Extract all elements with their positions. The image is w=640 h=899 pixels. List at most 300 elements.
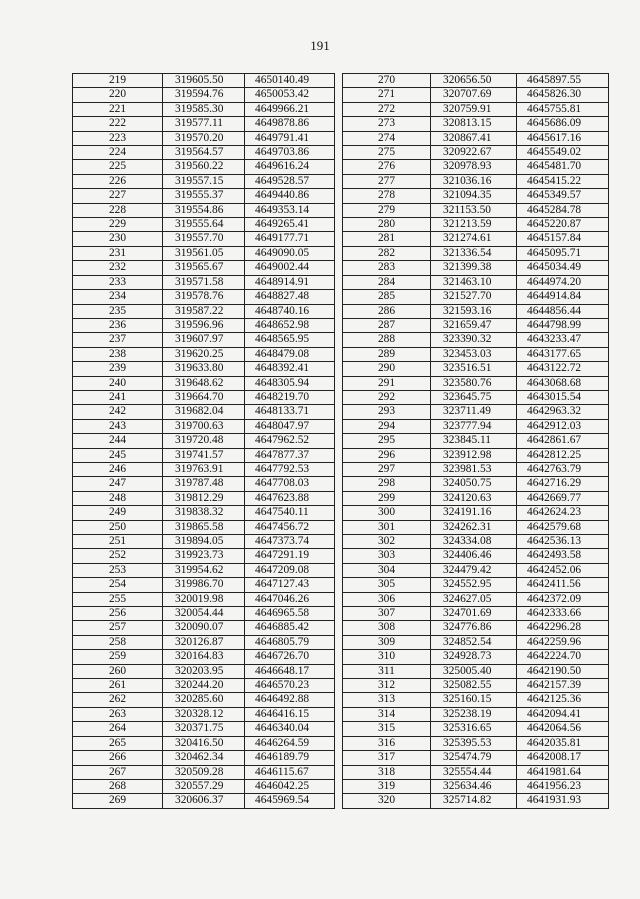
point-number-cell: 286 bbox=[343, 304, 431, 318]
table-row bbox=[73, 635, 335, 649]
y-coordinate-cell: 4646416.15 bbox=[245, 707, 335, 721]
point-number-cell: 281 bbox=[343, 232, 431, 246]
coordinate-table-right bbox=[342, 73, 609, 809]
point-number-cell: 248 bbox=[73, 491, 163, 505]
y-coordinate-cell: 4642333.66 bbox=[517, 607, 609, 621]
x-coordinate-cell: 319565.67 bbox=[163, 261, 245, 275]
table-row bbox=[73, 174, 335, 188]
table-row bbox=[73, 779, 335, 793]
point-number-cell: 310 bbox=[343, 650, 431, 664]
y-coordinate-cell: 4648219.70 bbox=[245, 390, 335, 404]
table-row bbox=[343, 592, 609, 606]
x-coordinate-cell: 319570.20 bbox=[163, 131, 245, 145]
table-row bbox=[73, 232, 335, 246]
point-number-cell: 267 bbox=[73, 765, 163, 779]
y-coordinate-cell: 4645220.87 bbox=[517, 218, 609, 232]
table-row bbox=[343, 434, 609, 448]
point-number-cell: 291 bbox=[343, 376, 431, 390]
x-coordinate-cell: 319605.50 bbox=[163, 74, 245, 88]
point-number-cell: 309 bbox=[343, 635, 431, 649]
x-coordinate-cell: 319648.62 bbox=[163, 376, 245, 390]
y-coordinate-cell: 4643068.68 bbox=[517, 376, 609, 390]
x-coordinate-cell: 320978.93 bbox=[431, 160, 517, 174]
x-coordinate-cell: 324262.31 bbox=[431, 520, 517, 534]
y-coordinate-cell: 4645095.71 bbox=[517, 246, 609, 260]
table-row bbox=[343, 535, 609, 549]
y-coordinate-cell: 4646189.79 bbox=[245, 751, 335, 765]
table-row bbox=[73, 448, 335, 462]
point-number-cell: 276 bbox=[343, 160, 431, 174]
point-number-cell: 231 bbox=[73, 246, 163, 260]
x-coordinate-cell: 319838.32 bbox=[163, 506, 245, 520]
point-number-cell: 282 bbox=[343, 246, 431, 260]
y-coordinate-cell: 4645549.02 bbox=[517, 146, 609, 160]
table-row bbox=[73, 390, 335, 404]
table-row bbox=[73, 275, 335, 289]
point-number-cell: 289 bbox=[343, 347, 431, 361]
point-number-cell: 234 bbox=[73, 290, 163, 304]
point-number-cell: 244 bbox=[73, 434, 163, 448]
point-number-cell: 222 bbox=[73, 117, 163, 131]
y-coordinate-cell: 4649878.86 bbox=[245, 117, 335, 131]
x-coordinate-cell: 323777.94 bbox=[431, 419, 517, 433]
x-coordinate-cell: 319555.37 bbox=[163, 189, 245, 203]
table-row bbox=[343, 693, 609, 707]
point-number-cell: 233 bbox=[73, 275, 163, 289]
y-coordinate-cell: 4645897.55 bbox=[517, 74, 609, 88]
x-coordinate-cell: 319664.70 bbox=[163, 390, 245, 404]
table-row bbox=[343, 174, 609, 188]
table-row bbox=[73, 477, 335, 491]
x-coordinate-cell: 319923.73 bbox=[163, 549, 245, 563]
x-coordinate-cell: 320922.67 bbox=[431, 146, 517, 160]
point-number-cell: 294 bbox=[343, 419, 431, 433]
table-row bbox=[343, 232, 609, 246]
x-coordinate-cell: 321593.16 bbox=[431, 304, 517, 318]
x-coordinate-cell: 320244.20 bbox=[163, 679, 245, 693]
x-coordinate-cell: 320054.44 bbox=[163, 607, 245, 621]
point-number-cell: 300 bbox=[343, 506, 431, 520]
point-number-cell: 252 bbox=[73, 549, 163, 563]
x-coordinate-cell: 321274.61 bbox=[431, 232, 517, 246]
point-number-cell: 261 bbox=[73, 679, 163, 693]
point-number-cell: 258 bbox=[73, 635, 163, 649]
y-coordinate-cell: 4646492.88 bbox=[245, 693, 335, 707]
y-coordinate-cell: 4642296.28 bbox=[517, 621, 609, 635]
point-number-cell: 308 bbox=[343, 621, 431, 635]
y-coordinate-cell: 4646648.17 bbox=[245, 664, 335, 678]
table-row bbox=[73, 607, 335, 621]
table-row bbox=[343, 751, 609, 765]
y-coordinate-cell: 4644914.84 bbox=[517, 290, 609, 304]
page-number: 191 bbox=[310, 38, 330, 53]
table-row bbox=[73, 621, 335, 635]
y-coordinate-cell: 4649791.41 bbox=[245, 131, 335, 145]
y-coordinate-cell: 4645826.30 bbox=[517, 88, 609, 102]
table-row bbox=[73, 679, 335, 693]
x-coordinate-cell: 320019.98 bbox=[163, 592, 245, 606]
point-number-cell: 260 bbox=[73, 664, 163, 678]
y-coordinate-cell: 4646965.58 bbox=[245, 607, 335, 621]
x-coordinate-cell: 321153.50 bbox=[431, 203, 517, 217]
y-coordinate-cell: 4645755.81 bbox=[517, 102, 609, 116]
x-coordinate-cell: 323981.53 bbox=[431, 462, 517, 476]
table-row bbox=[343, 794, 609, 808]
table-row bbox=[343, 462, 609, 476]
point-number-cell: 275 bbox=[343, 146, 431, 160]
table-row bbox=[73, 117, 335, 131]
table-row bbox=[343, 491, 609, 505]
point-number-cell: 263 bbox=[73, 707, 163, 721]
y-coordinate-cell: 4642157.39 bbox=[517, 679, 609, 693]
y-coordinate-cell: 4649528.57 bbox=[245, 174, 335, 188]
x-coordinate-cell: 324334.08 bbox=[431, 535, 517, 549]
x-coordinate-cell: 325634.46 bbox=[431, 779, 517, 793]
x-coordinate-cell: 325238.19 bbox=[431, 707, 517, 721]
x-coordinate-cell: 323580.76 bbox=[431, 376, 517, 390]
table-row bbox=[73, 261, 335, 275]
x-coordinate-cell: 324852.54 bbox=[431, 635, 517, 649]
y-coordinate-cell: 4647456.72 bbox=[245, 520, 335, 534]
x-coordinate-cell: 320462.34 bbox=[163, 751, 245, 765]
table-row bbox=[73, 736, 335, 750]
x-coordinate-cell: 319571.58 bbox=[163, 275, 245, 289]
point-number-cell: 247 bbox=[73, 477, 163, 491]
x-coordinate-cell: 325474.79 bbox=[431, 751, 517, 765]
table-row bbox=[73, 203, 335, 217]
table-row bbox=[343, 390, 609, 404]
x-coordinate-cell: 320509.28 bbox=[163, 765, 245, 779]
x-coordinate-cell: 319682.04 bbox=[163, 405, 245, 419]
y-coordinate-cell: 4649002.44 bbox=[245, 261, 335, 275]
table-row bbox=[343, 333, 609, 347]
x-coordinate-cell: 319954.62 bbox=[163, 563, 245, 577]
y-coordinate-cell: 4647623.88 bbox=[245, 491, 335, 505]
point-number-cell: 296 bbox=[343, 448, 431, 462]
y-coordinate-cell: 4642763.79 bbox=[517, 462, 609, 476]
y-coordinate-cell: 4649440.86 bbox=[245, 189, 335, 203]
table-body-left bbox=[73, 74, 335, 809]
y-coordinate-cell: 4643233.47 bbox=[517, 333, 609, 347]
x-coordinate-cell: 324627.05 bbox=[431, 592, 517, 606]
y-coordinate-cell: 4647708.03 bbox=[245, 477, 335, 491]
x-coordinate-cell: 319787.48 bbox=[163, 477, 245, 491]
point-number-cell: 293 bbox=[343, 405, 431, 419]
point-number-cell: 264 bbox=[73, 722, 163, 736]
y-coordinate-cell: 4648392.41 bbox=[245, 362, 335, 376]
point-number-cell: 284 bbox=[343, 275, 431, 289]
y-coordinate-cell: 4650140.49 bbox=[245, 74, 335, 88]
y-coordinate-cell: 4644856.44 bbox=[517, 304, 609, 318]
y-coordinate-cell: 4648827.48 bbox=[245, 290, 335, 304]
table-row bbox=[343, 275, 609, 289]
y-coordinate-cell: 4647962.52 bbox=[245, 434, 335, 448]
y-coordinate-cell: 4645034.49 bbox=[517, 261, 609, 275]
table-row bbox=[343, 607, 609, 621]
y-coordinate-cell: 4646885.42 bbox=[245, 621, 335, 635]
point-number-cell: 246 bbox=[73, 462, 163, 476]
x-coordinate-cell: 319720.48 bbox=[163, 434, 245, 448]
point-number-cell: 224 bbox=[73, 146, 163, 160]
table-row bbox=[73, 751, 335, 765]
table-row bbox=[343, 779, 609, 793]
table-row bbox=[73, 362, 335, 376]
table-row bbox=[343, 707, 609, 721]
table-row bbox=[73, 491, 335, 505]
y-coordinate-cell: 4650053.42 bbox=[245, 88, 335, 102]
table-row bbox=[343, 679, 609, 693]
y-coordinate-cell: 4644974.20 bbox=[517, 275, 609, 289]
x-coordinate-cell: 319594.76 bbox=[163, 88, 245, 102]
point-number-cell: 268 bbox=[73, 779, 163, 793]
table-row bbox=[73, 290, 335, 304]
y-coordinate-cell: 4642452.06 bbox=[517, 563, 609, 577]
y-coordinate-cell: 4646264.59 bbox=[245, 736, 335, 750]
point-number-cell: 311 bbox=[343, 664, 431, 678]
point-number-cell: 273 bbox=[343, 117, 431, 131]
y-coordinate-cell: 4647209.08 bbox=[245, 563, 335, 577]
y-coordinate-cell: 4642536.13 bbox=[517, 535, 609, 549]
table-row bbox=[343, 549, 609, 563]
y-coordinate-cell: 4645284.78 bbox=[517, 203, 609, 217]
y-coordinate-cell: 4646115.67 bbox=[245, 765, 335, 779]
y-coordinate-cell: 4647046.26 bbox=[245, 592, 335, 606]
table-row bbox=[343, 477, 609, 491]
point-number-cell: 249 bbox=[73, 506, 163, 520]
table-body-right bbox=[343, 74, 609, 809]
table-row bbox=[73, 664, 335, 678]
point-number-cell: 270 bbox=[343, 74, 431, 88]
x-coordinate-cell: 320371.75 bbox=[163, 722, 245, 736]
point-number-cell: 307 bbox=[343, 607, 431, 621]
x-coordinate-cell: 319560.22 bbox=[163, 160, 245, 174]
point-number-cell: 277 bbox=[343, 174, 431, 188]
table-row bbox=[73, 304, 335, 318]
x-coordinate-cell: 324050.75 bbox=[431, 477, 517, 491]
table-row bbox=[73, 189, 335, 203]
x-coordinate-cell: 323645.75 bbox=[431, 390, 517, 404]
x-coordinate-cell: 320328.12 bbox=[163, 707, 245, 721]
point-number-cell: 265 bbox=[73, 736, 163, 750]
y-coordinate-cell: 4645415.22 bbox=[517, 174, 609, 188]
table-row bbox=[343, 318, 609, 332]
point-number-cell: 230 bbox=[73, 232, 163, 246]
point-number-cell: 255 bbox=[73, 592, 163, 606]
point-number-cell: 238 bbox=[73, 347, 163, 361]
y-coordinate-cell: 4645481.70 bbox=[517, 160, 609, 174]
point-number-cell: 245 bbox=[73, 448, 163, 462]
table-row bbox=[343, 88, 609, 102]
point-number-cell: 221 bbox=[73, 102, 163, 116]
point-number-cell: 297 bbox=[343, 462, 431, 476]
x-coordinate-cell: 319585.30 bbox=[163, 102, 245, 116]
x-coordinate-cell: 319557.70 bbox=[163, 232, 245, 246]
x-coordinate-cell: 319587.22 bbox=[163, 304, 245, 318]
table-row bbox=[73, 246, 335, 260]
x-coordinate-cell: 321527.70 bbox=[431, 290, 517, 304]
table-row bbox=[73, 506, 335, 520]
point-number-cell: 223 bbox=[73, 131, 163, 145]
x-coordinate-cell: 324406.46 bbox=[431, 549, 517, 563]
y-coordinate-cell: 4642035.81 bbox=[517, 736, 609, 750]
point-number-cell: 318 bbox=[343, 765, 431, 779]
y-coordinate-cell: 4643122.72 bbox=[517, 362, 609, 376]
point-number-cell: 235 bbox=[73, 304, 163, 318]
y-coordinate-cell: 4644798.99 bbox=[517, 318, 609, 332]
table-row bbox=[343, 189, 609, 203]
point-number-cell: 254 bbox=[73, 578, 163, 592]
x-coordinate-cell: 319564.57 bbox=[163, 146, 245, 160]
point-number-cell: 269 bbox=[73, 794, 163, 808]
x-coordinate-cell: 325082.55 bbox=[431, 679, 517, 693]
x-coordinate-cell: 319763.91 bbox=[163, 462, 245, 476]
x-coordinate-cell: 319561.05 bbox=[163, 246, 245, 260]
y-coordinate-cell: 4646042.25 bbox=[245, 779, 335, 793]
y-coordinate-cell: 4648914.91 bbox=[245, 275, 335, 289]
x-coordinate-cell: 324120.63 bbox=[431, 491, 517, 505]
y-coordinate-cell: 4646570.23 bbox=[245, 679, 335, 693]
table-row bbox=[343, 131, 609, 145]
x-coordinate-cell: 320285.60 bbox=[163, 693, 245, 707]
table-row bbox=[343, 664, 609, 678]
y-coordinate-cell: 4647291.19 bbox=[245, 549, 335, 563]
x-coordinate-cell: 319578.76 bbox=[163, 290, 245, 304]
y-coordinate-cell: 4645969.54 bbox=[245, 794, 335, 808]
y-coordinate-cell: 4647373.74 bbox=[245, 535, 335, 549]
point-number-cell: 228 bbox=[73, 203, 163, 217]
table-row bbox=[73, 376, 335, 390]
x-coordinate-cell: 325714.82 bbox=[431, 794, 517, 808]
table-row bbox=[343, 506, 609, 520]
point-number-cell: 241 bbox=[73, 390, 163, 404]
x-coordinate-cell: 323845.11 bbox=[431, 434, 517, 448]
table-row bbox=[73, 765, 335, 779]
point-number-cell: 232 bbox=[73, 261, 163, 275]
table-row bbox=[343, 218, 609, 232]
point-number-cell: 239 bbox=[73, 362, 163, 376]
y-coordinate-cell: 4642008.17 bbox=[517, 751, 609, 765]
y-coordinate-cell: 4642125.36 bbox=[517, 693, 609, 707]
y-coordinate-cell: 4642669.77 bbox=[517, 491, 609, 505]
table-row bbox=[73, 160, 335, 174]
table-row bbox=[343, 621, 609, 635]
y-coordinate-cell: 4645686.09 bbox=[517, 117, 609, 131]
x-coordinate-cell: 320416.50 bbox=[163, 736, 245, 750]
x-coordinate-cell: 320867.41 bbox=[431, 131, 517, 145]
table-row bbox=[343, 304, 609, 318]
y-coordinate-cell: 4649353.14 bbox=[245, 203, 335, 217]
point-number-cell: 283 bbox=[343, 261, 431, 275]
table-row bbox=[343, 246, 609, 260]
point-number-cell: 292 bbox=[343, 390, 431, 404]
y-coordinate-cell: 4649090.05 bbox=[245, 246, 335, 260]
y-coordinate-cell: 4646340.04 bbox=[245, 722, 335, 736]
table-row bbox=[343, 347, 609, 361]
point-number-cell: 316 bbox=[343, 736, 431, 750]
y-coordinate-cell: 4642411.56 bbox=[517, 578, 609, 592]
table-row bbox=[73, 419, 335, 433]
x-coordinate-cell: 325395.53 bbox=[431, 736, 517, 750]
x-coordinate-cell: 323912.98 bbox=[431, 448, 517, 462]
y-coordinate-cell: 4649265.41 bbox=[245, 218, 335, 232]
x-coordinate-cell: 319596.96 bbox=[163, 318, 245, 332]
point-number-cell: 240 bbox=[73, 376, 163, 390]
x-coordinate-cell: 319620.25 bbox=[163, 347, 245, 361]
point-number-cell: 299 bbox=[343, 491, 431, 505]
x-coordinate-cell: 324776.86 bbox=[431, 621, 517, 635]
x-coordinate-cell: 321463.10 bbox=[431, 275, 517, 289]
point-number-cell: 312 bbox=[343, 679, 431, 693]
point-number-cell: 279 bbox=[343, 203, 431, 217]
point-number-cell: 237 bbox=[73, 333, 163, 347]
table-row bbox=[73, 462, 335, 476]
x-coordinate-cell: 320707.69 bbox=[431, 88, 517, 102]
x-coordinate-cell: 319986.70 bbox=[163, 578, 245, 592]
point-number-cell: 288 bbox=[343, 333, 431, 347]
x-coordinate-cell: 324552.95 bbox=[431, 578, 517, 592]
y-coordinate-cell: 4642579.68 bbox=[517, 520, 609, 534]
point-number-cell: 271 bbox=[343, 88, 431, 102]
table-row bbox=[343, 765, 609, 779]
y-coordinate-cell: 4649966.21 bbox=[245, 102, 335, 116]
point-number-cell: 266 bbox=[73, 751, 163, 765]
y-coordinate-cell: 4642372.09 bbox=[517, 592, 609, 606]
table-row bbox=[73, 650, 335, 664]
y-coordinate-cell: 4642259.96 bbox=[517, 635, 609, 649]
point-number-cell: 285 bbox=[343, 290, 431, 304]
table-row bbox=[343, 635, 609, 649]
x-coordinate-cell: 321336.54 bbox=[431, 246, 517, 260]
table-row bbox=[73, 74, 335, 88]
y-coordinate-cell: 4645157.84 bbox=[517, 232, 609, 246]
table-row bbox=[343, 520, 609, 534]
y-coordinate-cell: 4649616.24 bbox=[245, 160, 335, 174]
table-row bbox=[343, 448, 609, 462]
point-number-cell: 290 bbox=[343, 362, 431, 376]
y-coordinate-cell: 4649703.86 bbox=[245, 146, 335, 160]
table-row bbox=[73, 434, 335, 448]
x-coordinate-cell: 319607.97 bbox=[163, 333, 245, 347]
x-coordinate-cell: 320557.29 bbox=[163, 779, 245, 793]
table-row bbox=[343, 102, 609, 116]
point-number-cell: 287 bbox=[343, 318, 431, 332]
x-coordinate-cell: 324191.16 bbox=[431, 506, 517, 520]
y-coordinate-cell: 4645349.57 bbox=[517, 189, 609, 203]
x-coordinate-cell: 325005.40 bbox=[431, 664, 517, 678]
table-row bbox=[73, 693, 335, 707]
table-row bbox=[343, 203, 609, 217]
x-coordinate-cell: 319554.86 bbox=[163, 203, 245, 217]
x-coordinate-cell: 320606.37 bbox=[163, 794, 245, 808]
point-number-cell: 253 bbox=[73, 563, 163, 577]
y-coordinate-cell: 4642624.23 bbox=[517, 506, 609, 520]
x-coordinate-cell: 319741.57 bbox=[163, 448, 245, 462]
point-number-cell: 313 bbox=[343, 693, 431, 707]
point-number-cell: 257 bbox=[73, 621, 163, 635]
point-number-cell: 303 bbox=[343, 549, 431, 563]
x-coordinate-cell: 320813.15 bbox=[431, 117, 517, 131]
y-coordinate-cell: 4647877.37 bbox=[245, 448, 335, 462]
y-coordinate-cell: 4642963.32 bbox=[517, 405, 609, 419]
x-coordinate-cell: 319555.64 bbox=[163, 218, 245, 232]
x-coordinate-cell: 325160.15 bbox=[431, 693, 517, 707]
point-number-cell: 314 bbox=[343, 707, 431, 721]
y-coordinate-cell: 4642861.67 bbox=[517, 434, 609, 448]
x-coordinate-cell: 319633.80 bbox=[163, 362, 245, 376]
point-number-cell: 274 bbox=[343, 131, 431, 145]
x-coordinate-cell: 319865.58 bbox=[163, 520, 245, 534]
x-coordinate-cell: 319557.15 bbox=[163, 174, 245, 188]
